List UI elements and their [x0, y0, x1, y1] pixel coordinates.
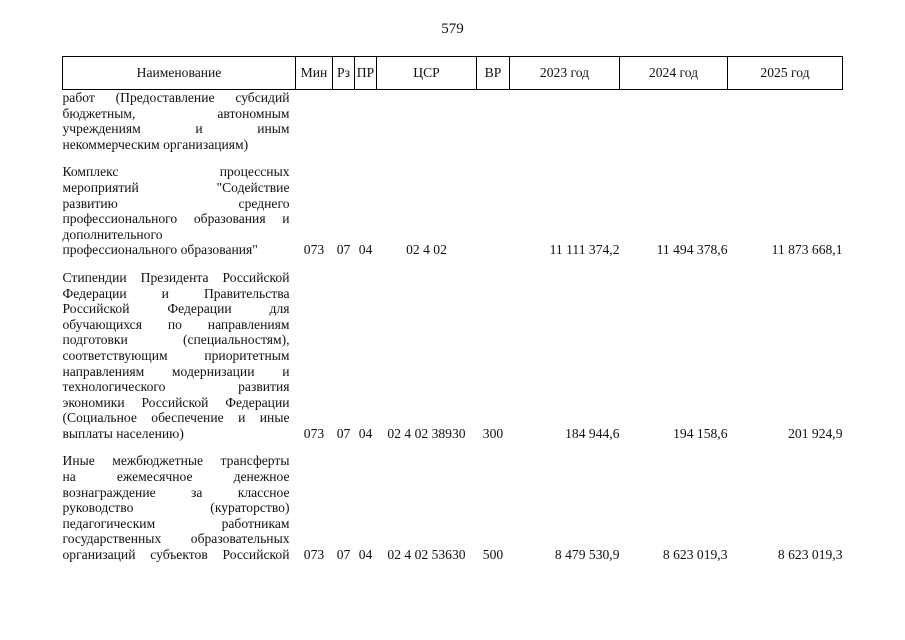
row-name-line: технологического развития: [62, 379, 290, 395]
row-min: 073: [303, 425, 325, 441]
row-2023: [510, 90, 620, 153]
row-pr: 04: [358, 242, 373, 258]
row-vr: 500: [482, 547, 504, 563]
header-csr: ЦСР: [377, 57, 477, 90]
row-name: [63, 453, 296, 562]
row-name-line: учреждениям и иным: [62, 121, 290, 137]
row-name-line: работ (Предоставление субсидий: [62, 90, 290, 105]
row-2025: [728, 90, 843, 153]
row-name-line: некоммерческим организациям): [62, 136, 249, 152]
row-2024: 194 158,6: [673, 425, 728, 441]
row-rz: 07: [336, 547, 351, 563]
row-name-line: (Социальное обеспечение и иные: [62, 410, 290, 426]
row-rz: 07: [336, 425, 351, 441]
row-name: [63, 90, 296, 153]
row-name: [63, 164, 296, 258]
row-rz: 07: [336, 242, 351, 258]
header-pr: ПР: [355, 57, 377, 90]
row-name-line: обучающихся по направлениям: [62, 316, 290, 332]
page-number: 579: [441, 21, 464, 37]
row-name-line: бюджетным, автономным: [62, 105, 290, 121]
row-2024: 8 623 019,3: [662, 547, 728, 563]
row-name-line: соответствующим приоритетным: [62, 347, 290, 363]
table-row: [63, 90, 843, 153]
row-pr: [355, 90, 377, 153]
row-2023: 8 479 530,9: [554, 547, 620, 563]
row-vr: [477, 164, 510, 258]
row-pr: 04: [358, 547, 373, 563]
row-min: 073: [303, 547, 325, 563]
row-name-line: организаций субъектов Российской: [62, 547, 290, 563]
header-name: Наименование: [63, 57, 296, 90]
row-2025: 201 924,9: [788, 425, 843, 441]
header-rz: Рз: [333, 57, 355, 90]
row-name-line: мероприятий "Содействие: [62, 179, 290, 195]
row-name-line: Федерации и Правительства: [62, 285, 290, 301]
row-name: [63, 270, 296, 442]
row-2025: 8 623 019,3: [777, 547, 843, 563]
row-name-line: профессионального образования": [62, 242, 258, 258]
row-name-line: профессионального образования и: [62, 211, 290, 227]
row-min: [296, 90, 333, 153]
row-name-line: экономики Российской Федерации: [62, 394, 290, 410]
table-row: [63, 270, 843, 442]
budget-table: [62, 56, 843, 563]
header-vr: ВР: [477, 57, 510, 90]
header-2023: 2023 год: [510, 57, 620, 90]
row-name-line: подготовки (специальностям),: [62, 332, 290, 348]
row-vr: [477, 90, 510, 153]
row-2024: [620, 90, 728, 153]
row-name-line: Иные межбюджетные трансферты: [62, 453, 290, 469]
header-2025: 2025 год: [728, 57, 843, 90]
row-name-line: выплаты населению): [62, 425, 184, 441]
row-name-line: Стипендии Президента Российской: [62, 269, 290, 285]
row-csr: 02 4 02: [406, 242, 447, 258]
row-2023: 11 111 374,2: [549, 242, 620, 258]
row-rz: [333, 90, 355, 153]
row-pr: 04: [358, 425, 373, 441]
row-name-line: вознаграждение за классное: [62, 484, 290, 500]
row-name-line: направлениям модернизации и: [62, 363, 290, 379]
row-2025: 11 873 668,1: [771, 242, 843, 258]
table-row: [63, 164, 843, 258]
row-csr: [377, 90, 477, 153]
row-min: 073: [303, 242, 325, 258]
row-name-line: дополнительного: [62, 226, 163, 242]
header-2024: 2024 год: [620, 57, 728, 90]
row-name-line: педагогическим работникам: [62, 515, 290, 531]
row-name-line: развитию среднего: [62, 195, 290, 211]
row-vr: 300: [482, 425, 504, 441]
row-name-line: на ежемесячное денежное: [62, 469, 290, 485]
row-name-line: Российской Федерации для: [62, 301, 290, 317]
row-name-line: Комплекс процессных: [62, 164, 290, 180]
header-min: Мин: [296, 57, 333, 90]
row-name-line: государственных образовательных: [62, 531, 290, 547]
row-2024: 11 494 378,6: [656, 242, 728, 258]
row-name-line: руководство (кураторство): [62, 500, 290, 516]
row-2023: 184 944,6: [565, 425, 620, 441]
table-row: [63, 453, 843, 562]
row-csr: 02 4 02 53630: [387, 547, 466, 563]
row-csr: 02 4 02 38930: [387, 425, 466, 441]
table-header-row: [63, 57, 843, 90]
